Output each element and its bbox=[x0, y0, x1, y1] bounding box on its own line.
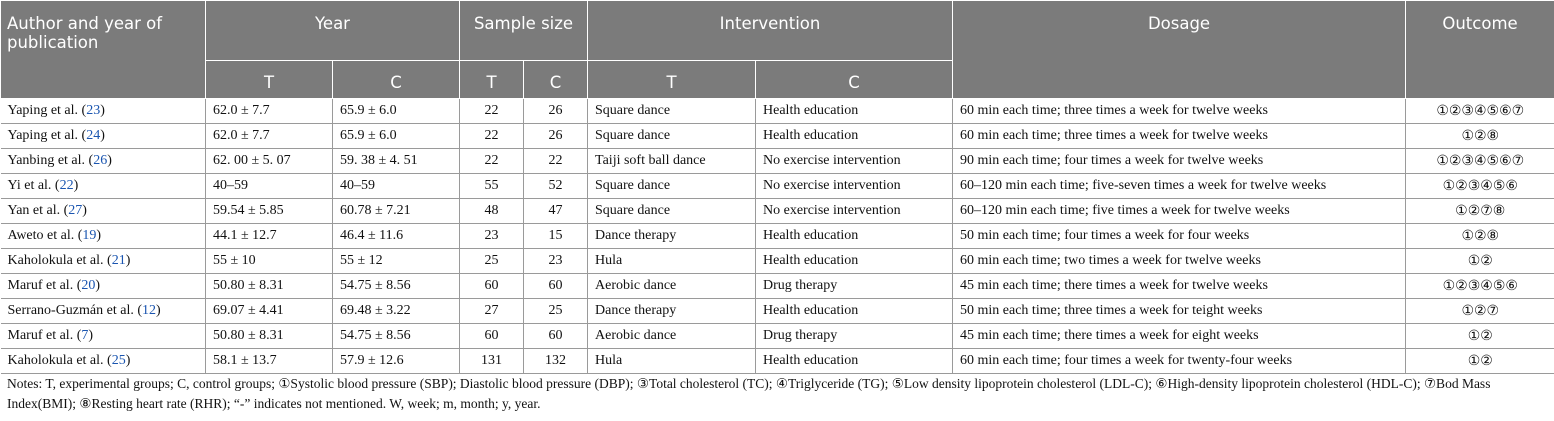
table-row bbox=[1, 99, 1554, 124]
header-year-t: T bbox=[206, 61, 333, 99]
cell-sample-t: 55 bbox=[460, 174, 524, 199]
cell-sample-c: 26 bbox=[524, 124, 588, 149]
author-name: Yi et al. ( bbox=[7, 178, 60, 193]
cell-author bbox=[1, 249, 206, 274]
cell-intervention-c: Health education bbox=[756, 249, 953, 274]
cell-intervention-c: No exercise intervention bbox=[756, 174, 953, 199]
author-name: Yaping et al. ( bbox=[7, 128, 87, 143]
cell-year-t: 55 ± 10 bbox=[206, 249, 333, 274]
cell-sample-t: 23 bbox=[460, 224, 524, 249]
cell-sample-t: 25 bbox=[460, 249, 524, 274]
cell-dosage: 60 min each time; two times a week for twelve weeks bbox=[953, 249, 1406, 274]
author-close: ) bbox=[125, 353, 131, 368]
table-body bbox=[1, 99, 1554, 374]
cell-year-c: 60.78 ± 7.21 bbox=[333, 199, 460, 224]
header-author: Author and year of publication bbox=[1, 1, 206, 99]
cell-sample-c: 25 bbox=[524, 299, 588, 324]
author-name: Aweto et al. ( bbox=[7, 228, 83, 243]
cell-year-c: 55 ± 12 bbox=[333, 249, 460, 274]
table-row bbox=[1, 124, 1554, 149]
cell-sample-c: 26 bbox=[524, 99, 588, 124]
cell-dosage: 60 min each time; three times a week for twelve weeks bbox=[953, 99, 1406, 124]
citation-link[interactable]: 20 bbox=[81, 278, 96, 293]
cell-sample-c: 47 bbox=[524, 199, 588, 224]
cell-outcome: ①②⑦⑧ bbox=[1406, 199, 1554, 224]
citation-link[interactable]: 23 bbox=[86, 103, 101, 118]
author-close: ) bbox=[88, 328, 94, 343]
cell-intervention-c: Drug therapy bbox=[756, 274, 953, 299]
author-close: ) bbox=[156, 303, 161, 318]
cell-sample-t: 131 bbox=[460, 349, 524, 374]
cell-outcome: ①②③④⑤⑥⑦ bbox=[1406, 149, 1554, 174]
cell-author bbox=[1, 124, 206, 149]
cell-sample-c: 60 bbox=[524, 274, 588, 299]
cell-sample-t: 48 bbox=[460, 199, 524, 224]
header-outcome: Outcome bbox=[1406, 1, 1554, 99]
cell-dosage: 60–120 min each time; five-seven times a week for twelve weeks bbox=[953, 174, 1406, 199]
cell-author bbox=[1, 299, 206, 324]
citation-link[interactable]: 26 bbox=[93, 153, 108, 168]
header-intervention: Intervention bbox=[588, 1, 953, 61]
table-row bbox=[1, 174, 1554, 199]
cell-sample-c: 132 bbox=[524, 349, 588, 374]
cell-dosage: 50 min each time; three times a week for teight weeks bbox=[953, 299, 1406, 324]
table-notes: Notes: T, experimental groups; C, control groups; ①Systolic blood pressure (SBP); Diastolic blood pressure (DBP); ③Total cholesterol (TC); ④Triglyceride (TG); ⑤Low density lipoprotein cholesterol (LDL-C); ⑥High-density lipoprotein cholesterol (HDL-C); ⑦Bod Mass Index(BMI); ⑧Resting heart rate (RHR); “-” indicates not mentioned. W, week; m, month; y, year. bbox=[7, 376, 1491, 411]
cell-year-t: 59.54 ± 5.85 bbox=[206, 199, 333, 224]
cell-intervention-c: Health education bbox=[756, 99, 953, 124]
author-name: Serrano-Guzmán et al. ( bbox=[7, 303, 142, 318]
header-intervention-t: T bbox=[588, 61, 756, 99]
cell-outcome: ①②③④⑤⑥ bbox=[1406, 274, 1554, 299]
cell-author bbox=[1, 174, 206, 199]
cell-intervention-t: Dance therapy bbox=[588, 224, 756, 249]
cell-intervention-t: Aerobic dance bbox=[588, 324, 756, 349]
cell-year-c: 69.48 ± 3.22 bbox=[333, 299, 460, 324]
author-close: ) bbox=[100, 128, 105, 143]
cell-year-c: 57.9 ± 12.6 bbox=[333, 349, 460, 374]
cell-year-c: 40–59 bbox=[333, 174, 460, 199]
cell-year-c: 59. 38 ± 4. 51 bbox=[333, 149, 460, 174]
cell-sample-c: 22 bbox=[524, 149, 588, 174]
header-sample-size: Sample size bbox=[460, 1, 588, 61]
cell-intervention-c: No exercise intervention bbox=[756, 149, 953, 174]
table-row bbox=[1, 224, 1554, 249]
table-row bbox=[1, 274, 1554, 299]
cell-year-c: 46.4 ± 11.6 bbox=[333, 224, 460, 249]
cell-year-t: 50.80 ± 8.31 bbox=[206, 274, 333, 299]
cell-intervention-c: Health education bbox=[756, 124, 953, 149]
cell-dosage: 60–120 min each time; five times a week for twelve weeks bbox=[953, 199, 1406, 224]
cell-intervention-c: Health education bbox=[756, 349, 953, 374]
cell-year-c: 65.9 ± 6.0 bbox=[333, 99, 460, 124]
cell-dosage: 60 min each time; four times a week for twenty-four weeks bbox=[953, 349, 1406, 374]
citation-link[interactable]: 21 bbox=[111, 253, 126, 268]
author-close: ) bbox=[82, 203, 87, 218]
citation-link[interactable]: 12 bbox=[142, 303, 156, 318]
table-row bbox=[1, 199, 1554, 224]
cell-year-t: 62.0 ± 7.7 bbox=[206, 124, 333, 149]
cell-outcome: ①②⑧ bbox=[1406, 124, 1554, 149]
cell-intervention-t: Square dance bbox=[588, 99, 756, 124]
header-year-c: C bbox=[333, 61, 460, 99]
table-row bbox=[1, 299, 1554, 324]
cell-author bbox=[1, 349, 206, 374]
cell-dosage: 45 min each time; there times a week for eight weeks bbox=[953, 324, 1406, 349]
table-header bbox=[1, 1, 1554, 99]
cell-dosage: 45 min each time; there times a week for twelve weeks bbox=[953, 274, 1406, 299]
cell-year-t: 50.80 ± 8.31 bbox=[206, 324, 333, 349]
cell-sample-c: 60 bbox=[524, 324, 588, 349]
author-name: Yaping et al. ( bbox=[7, 103, 87, 118]
cell-year-c: 54.75 ± 8.56 bbox=[333, 274, 460, 299]
cell-intervention-t: Square dance bbox=[588, 124, 756, 149]
header-intervention-c: C bbox=[756, 61, 953, 99]
citation-link[interactable]: 24 bbox=[86, 128, 101, 143]
cell-year-t: 62. 00 ± 5. 07 bbox=[206, 149, 333, 174]
author-name: Yan et al. ( bbox=[7, 203, 69, 218]
cell-intervention-t: Hula bbox=[588, 249, 756, 274]
cell-year-t: 40–59 bbox=[206, 174, 333, 199]
citation-link[interactable]: 22 bbox=[59, 178, 74, 193]
cell-author bbox=[1, 274, 206, 299]
cell-sample-t: 22 bbox=[460, 149, 524, 174]
cell-intervention-c: Drug therapy bbox=[756, 324, 953, 349]
citation-link[interactable]: 27 bbox=[68, 203, 83, 218]
cell-outcome: ①②③④⑤⑥⑦ bbox=[1406, 99, 1554, 124]
cell-outcome: ①②⑧ bbox=[1406, 224, 1554, 249]
citation-link[interactable]: 25 bbox=[111, 353, 126, 368]
cell-intervention-t: Square dance bbox=[588, 174, 756, 199]
cell-year-t: 69.07 ± 4.41 bbox=[206, 299, 333, 324]
cell-outcome: ①② bbox=[1406, 349, 1554, 374]
cell-outcome: ①②⑦ bbox=[1406, 299, 1554, 324]
cell-year-c: 65.9 ± 6.0 bbox=[333, 124, 460, 149]
cell-intervention-c: Health education bbox=[756, 299, 953, 324]
table-row bbox=[1, 249, 1554, 274]
author-name: Yanbing et al. ( bbox=[7, 153, 94, 168]
cell-author bbox=[1, 99, 206, 124]
cell-intervention-t: Aerobic dance bbox=[588, 274, 756, 299]
cell-dosage: 50 min each time; four times a week for four weeks bbox=[953, 224, 1406, 249]
cell-intervention-t: Square dance bbox=[588, 199, 756, 224]
cell-dosage: 60 min each time; three times a week for twelve weeks bbox=[953, 124, 1406, 149]
cell-year-c: 54.75 ± 8.56 bbox=[333, 324, 460, 349]
table-row bbox=[1, 149, 1554, 174]
cell-outcome: ①②③④⑤⑥ bbox=[1406, 174, 1554, 199]
citation-link[interactable]: 19 bbox=[82, 228, 97, 243]
cell-sample-c: 15 bbox=[524, 224, 588, 249]
author-close: ) bbox=[100, 103, 105, 118]
cell-intervention-c: No exercise intervention bbox=[756, 199, 953, 224]
author-close: ) bbox=[125, 253, 131, 268]
header-sample-t: T bbox=[460, 61, 524, 99]
cell-author bbox=[1, 149, 206, 174]
cell-sample-t: 60 bbox=[460, 324, 524, 349]
cell-intervention-t: Dance therapy bbox=[588, 299, 756, 324]
author-close: ) bbox=[107, 153, 112, 168]
author-name: Kaholokula et al. ( bbox=[7, 353, 112, 368]
header-dosage: Dosage bbox=[953, 1, 1406, 99]
cell-year-t: 58.1 ± 13.7 bbox=[206, 349, 333, 374]
cell-dosage: 90 min each time; four times a week for twelve weeks bbox=[953, 149, 1406, 174]
cell-sample-t: 22 bbox=[460, 99, 524, 124]
header-sample-c: C bbox=[524, 61, 588, 99]
cell-author bbox=[1, 324, 206, 349]
cell-outcome: ①② bbox=[1406, 249, 1554, 274]
table-row bbox=[1, 324, 1554, 349]
citation-link[interactable]: 7 bbox=[81, 328, 89, 343]
author-close: ) bbox=[96, 228, 102, 243]
cell-author bbox=[1, 224, 206, 249]
cell-sample-c: 52 bbox=[524, 174, 588, 199]
author-name: Maruf et al. ( bbox=[7, 328, 82, 343]
cell-year-t: 62.0 ± 7.7 bbox=[206, 99, 333, 124]
cell-author bbox=[1, 199, 206, 224]
cell-intervention-c: Health education bbox=[756, 224, 953, 249]
cell-year-t: 44.1 ± 12.7 bbox=[206, 224, 333, 249]
cell-intervention-t: Taiji soft ball dance bbox=[588, 149, 756, 174]
cell-intervention-t: Hula bbox=[588, 349, 756, 374]
cell-sample-t: 22 bbox=[460, 124, 524, 149]
header-year: Year bbox=[206, 1, 460, 61]
author-name: Kaholokula et al. ( bbox=[7, 253, 112, 268]
cell-sample-t: 60 bbox=[460, 274, 524, 299]
author-name: Maruf et al. ( bbox=[7, 278, 82, 293]
cell-outcome: ①② bbox=[1406, 324, 1554, 349]
cell-sample-c: 23 bbox=[524, 249, 588, 274]
author-close: ) bbox=[73, 178, 79, 193]
cell-sample-t: 27 bbox=[460, 299, 524, 324]
table-row bbox=[1, 349, 1554, 374]
author-close: ) bbox=[95, 278, 101, 293]
